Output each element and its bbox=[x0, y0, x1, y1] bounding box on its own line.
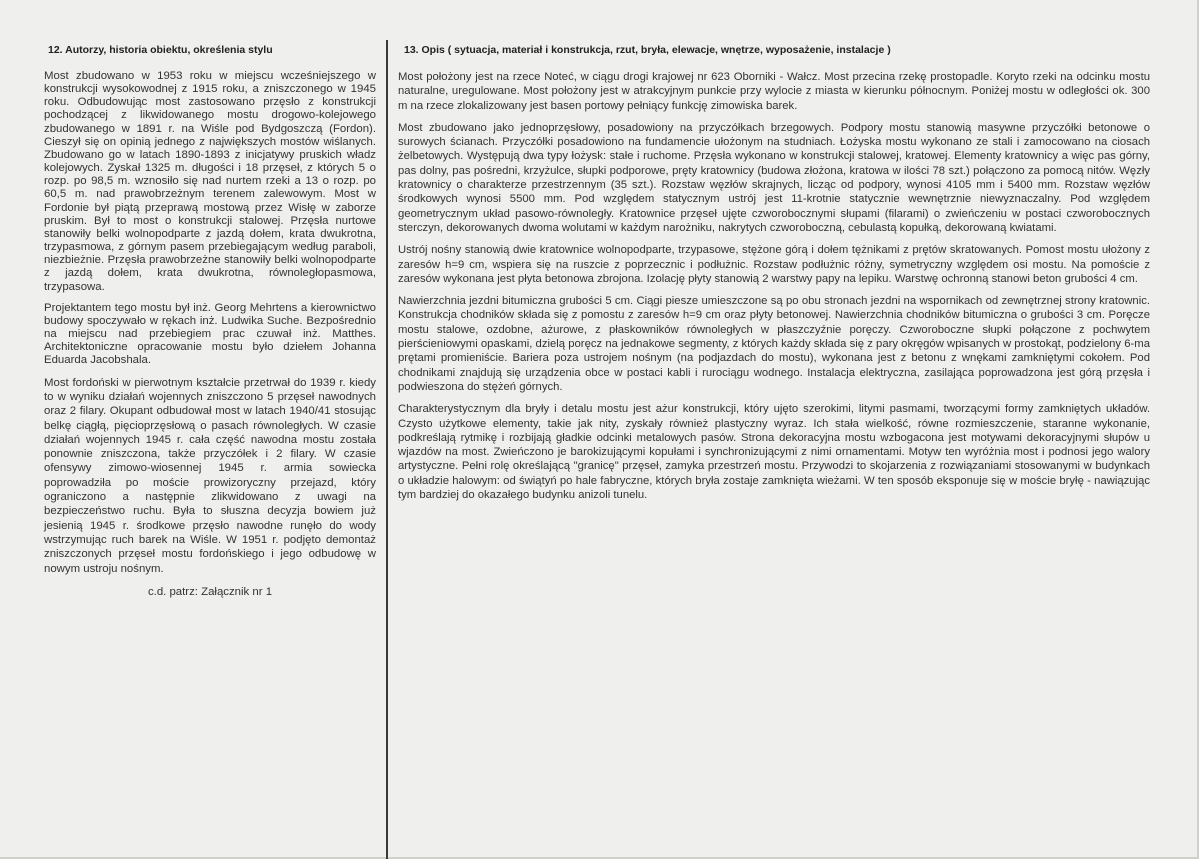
description-paragraph-3: Ustrój nośny stanowią dwie kratownice wolnopodparte, trzypasowe, stężone górą i dołem tężnikami z prętów skratowanych. Pomost mostu ułożony z zaresów h=9 cm, wspiera się na ruszcie z poprzecznic i podłużnic. Rozstaw podłużnic różny, symetryczny względem osi mostu. Na pomoście z zaresów wykonana jest płyta betonowa zbrojona. Izolację płyty stanowią 2 warstwy papy na lepiku. Warstwę ochronną stanowi beton grubości 4 cm. bbox=[398, 244, 1150, 285]
description-paragraph-1: Most położony jest na rzece Noteć, w ciągu drogi krajowej nr 623 Oborniki - Wałcz. Most przecina rzekę prostopadle. Koryto rzeki na odcinku mostu naturalne, uregulowane. Most położony jest w atrakcyjnym punkcie przy wylocie z miasta w kierunku północnym. Poniżej mostu w odległości ok. 300 m na rzece zlokalizowany jest basen portowy pełniący funkcję zimowiska barek. bbox=[398, 71, 1150, 112]
section-12-heading: 12. Autorzy, historia obiektu, określenia stylu bbox=[48, 44, 273, 56]
column-divider bbox=[386, 40, 388, 859]
description-paragraph-4: Nawierzchnia jezdni bitumiczna grubości 5 cm. Ciągi piesze umieszczone są po obu stronach jezdni na wspornikach od zewnętrznej strony kratownic. Konstrukcja chodników składa się z pomostu z zaresów h=9 cm oraz płyty betonowej. Nawierzchnia chodników bitumiczna o grubości 3 cm. Poręcze mostu stalowe, ozdobne, ażurowe, z płaskowników równoległych w płaszczyźnie poręczy. Czworoboczne słupki połączone z pochwytem pierścieniowymi opaskami, dzielą poręcz na jednakowe segmenty, z których każdy składa się z pary okręgów wpisanych w prostokąt, podzielony 6-ma prętami promieniście. Bariera poza ustrojem nośnym (na podjazdach do mostu), wykonana jest z betonu z wnękami zamkniętymi cokołem. Pod chodnikami znajdują się urządzenia obce w postaci kabli i rurociągu wodnego. Instalacja elektryczna, zasilająca poprowadzona jest górą przęsła i podwieszona do stężeń górnych. bbox=[398, 295, 1150, 393]
section-13-column bbox=[398, 44, 1150, 510]
history-paragraph-3: Most fordoński w pierwotnym kształcie przetrwał do 1939 r. kiedy to w wyniku działań wojennych zniszczono 5 przęseł nawodnych oraz 2 filary. Okupant odbudował most w latach 1940/41 stosując belkę ciągłą, pięcioprzęsłową o pasach równoległych. W czasie działań wojennych 1945 r. cała część nawodna mostu została ponownie zniszczona, także przyczółek i 2 filary. W czasie ofensywy zimowo-wiosennej 1945 r. armia sowiecka poprowadziła po moście prowizoryczny przejazd, który ograniczono a następnie zlikwidowano z uwagi na bezpieczeństwo ruchu. Była to słuszna decyzja bowiem już jesienią 1945 r. środkowe przęsło nawodne runęło do wody wstrzymując ruch barek na Wiśle. W 1951 r. podjęto demontaż zniszczonych przęseł mostu fordońskiego i jego odbudowę w nowym ustroju nośnym. bbox=[44, 376, 376, 575]
continuation-note: c.d. patrz: Załącznik nr 1 bbox=[147, 585, 273, 598]
description-paragraph-2: Most zbudowano jako jednoprzęsłowy, posadowiony na przyczółkach brzegowych. Podpory mostu stanowią masywne przyczółki betonowe o surowych ścianach. Przyczółki posadowiono na fundamencie ułożonym na studniach. Łożyska mostu wykonano ze stali i zamocowano na ciosach żelbetowych. Występują dwa typy łożysk: stałe i ruchome. Przęsła wykonano w konstrukcji stalowej, kratowej. Elementy kratownicy a więc pas górny, pas dolny, pas pośredni, krzyżulce, słupki podporowe, pręty kratownicy (budowa złożona, kratowa w ilości 78 szt.) połączono za pomocą nitów. Węzły kratownicy o charakterze przestrzennym (35 szt.). Rozstaw węzłów skrajnych, licząc od podpory, wynosi 4105 mm i 5400 mm. Rozstaw węzłów środkowych wynosi 5500 mm. Pod względem statycznym ustrój jest 11-krotnie statycznie wewnętrznie niewyznaczalny. Pod względem geometrycznym układ pasowo-równoległy. Kratownice przęseł ujęte czworobocznymi słupami (filarami) o zwieńczeniu w postaci czworobocznych sterczyn, dekorowanych dwoma wolutami w każdym narożniku, nakrytych czworoboczną, cebulastą kopułką, dekorowaną kwiatami. bbox=[398, 121, 1150, 234]
history-paragraph-2: Projektantem tego mostu był inż. Georg Mehrtens a kierownictwo budowy spoczywało w rękach inż. Ludwika Suche. Bezpośrednio na miejscu nad przebiegiem prac czuwał inż. Matthes. Architektoniczne opracowanie mostu było dziełem Johanna Eduarda Jacobshala. bbox=[44, 301, 376, 367]
history-paragraph-1: Most zbudowano w 1953 roku w miejscu wcześniejszego w konstrukcji wysokowodnej z 1915 roku, a zniszczonego w 1945 roku. Odbudowując most zastosowano przęsło z konstrukcji pochodzącej z likwidowanego mostu drogowo-kolejowego zbudowanego w 1891 r. na Wiśle pod Bydgoszczą (Fordon). Cieszył się on opinią jednego z największych mostów wiślanych. Zbudowano go w latach 1890-1893 z inicjatywy pruskich władz kolejowych. Zyskał 1325 m. długości i 18 przęseł, z których 5 o rozp. po 98,5 m. wznosiło się nad nurtem rzeki a 13 o rozp. po 60,5 m. nad prawobrzeżnym terenem zalewowym. Most w Fordonie był piątą przeprawą mostową przez Wisłę w zaborze pruskim. Był to most o konstrukcji stalowej. Przęsła nurtowe stanowiły belki wolnopodparte z jazdą dołem, krata dwukrotna, trzypasmowa, z górnym pasem przebiegającym według paraboli, niezbieżnie. Przęsła prawobrzeżne stanowiły belki wolnopodparte z jazdą dołem, krata dwukrotna, równoległopasmowa, trzypasowa. bbox=[44, 70, 376, 293]
description-paragraph-5: Charakterystycznym dla bryły i detalu mostu jest ażur konstrukcji, który ujęto szerokimi, litymi pasmami, tworzącymi formy zamkniętych układów. Czysto użytkowe elementy, takie jak nity, zyskały również plastyczny wyraz. Ich stała wielkość, równe rozmieszczenie, staranne wykonanie, podkreślają rytmikę i rozbijają gładkie odcinki metalowych pasów. Strona dekoracyjna mostu wzbogacona jest motywami dekoracyjnymi słupów u wjazdów na most. Zwieńczono je barokizującymi kopułami i synchronizującymi z nimi ornamentami. Motyw ten wyróżnia most i podnosi jego walory artystyczne. Pełni rolę określającą "granicę" przęseł, zamyka przestrzeń mostu. Przywodzi to skojarzenia z rozwiązaniami stosowanymi w budynkach o układzie halowym: od świątyń po hale fabryczne, których bryła zostaje zamknięta wieżami. W ten sposób eksponuje się w moście bryłę - nawiązując tym bardziej do okazałego budynku anizoli tunelu. bbox=[398, 403, 1150, 502]
section-12-column bbox=[44, 44, 376, 598]
section-13-heading: 13. Opis ( sytuacja, materiał i konstrukcja, rzut, bryła, elewacje, wnętrze, wyposażenie, instalacje ) bbox=[404, 44, 891, 56]
